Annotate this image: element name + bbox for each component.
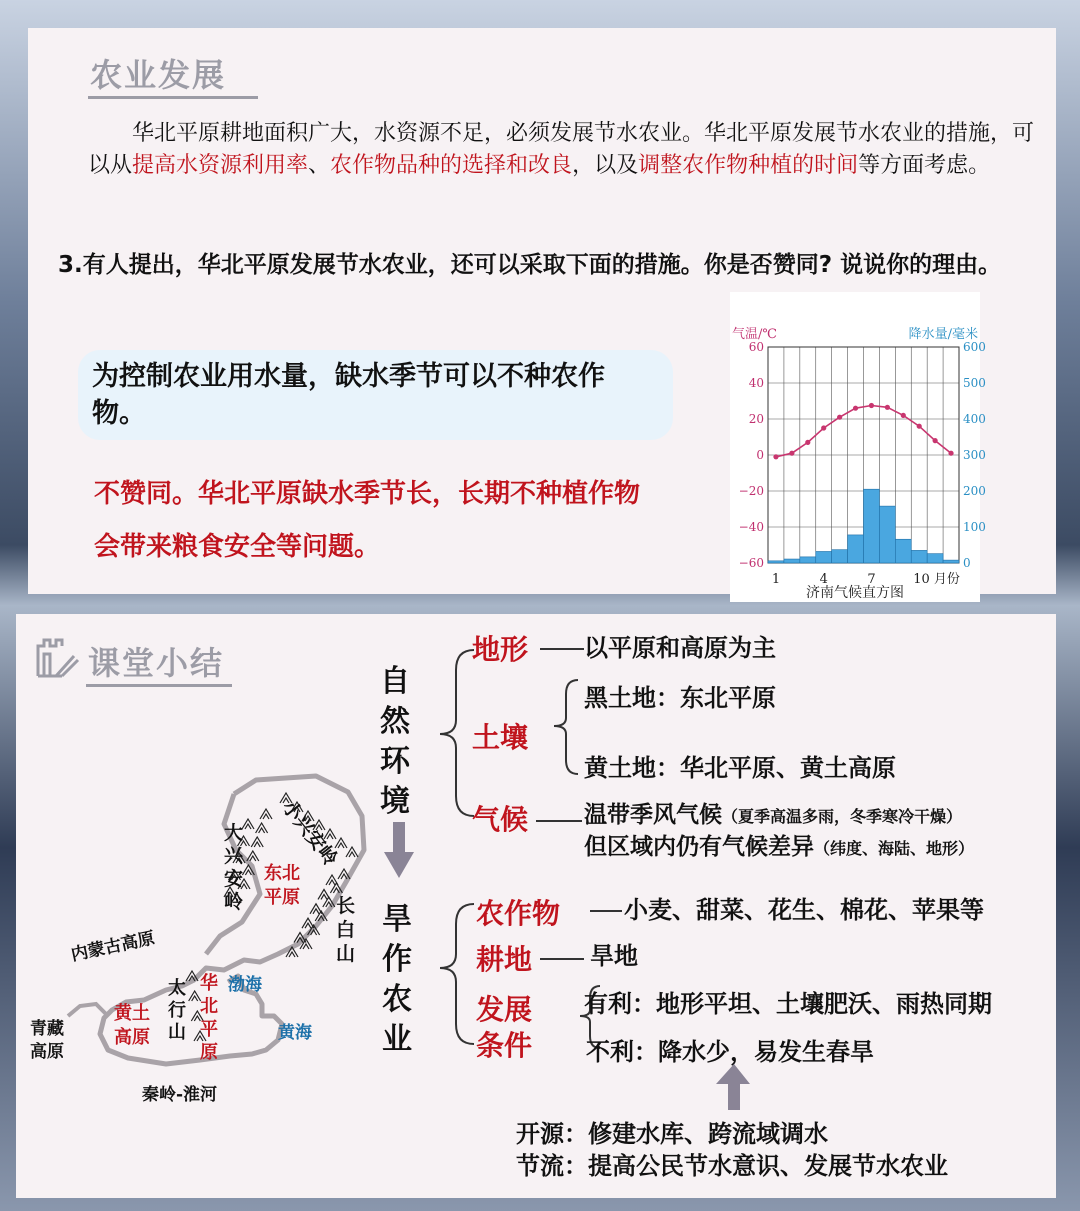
connector-crops — [590, 910, 622, 912]
precip-bar-1 — [768, 561, 784, 563]
x-tick: 10 月份 — [913, 572, 960, 587]
y-left-tick: 0 — [756, 448, 764, 462]
great-wall-icon — [34, 636, 82, 680]
precip-bar-2 — [784, 559, 800, 563]
x-tick: 4 — [819, 572, 828, 587]
map-label-qinling: 秦岭-淮河 — [142, 1085, 218, 1105]
crops-value: 小麦、甜菜、花生、棉花、苹果等 — [624, 896, 984, 924]
y-right-label: 降水量/毫米 — [908, 327, 978, 342]
chart-title: 济南气候直方图 — [806, 585, 904, 601]
heading-underline — [88, 96, 258, 99]
temp-point-2 — [789, 451, 794, 456]
development-con: 不利：降水少，易发生春旱 — [586, 1038, 874, 1066]
label-terrain: 地形 — [472, 633, 529, 666]
x-tick: 1 — [771, 572, 781, 587]
temp-point-10 — [917, 424, 922, 429]
temp-point-7 — [869, 403, 874, 408]
map-label-bohai: 渤海 — [228, 975, 262, 995]
proposal-text: 为控制农业用水量，缺水季节可以不种农作物。 — [92, 361, 605, 429]
connector-terrain — [540, 648, 584, 650]
label-land: 耕地 — [476, 943, 533, 976]
temp-point-6 — [853, 406, 858, 411]
saving-measures: 节流：提高公民节水意识、发展节水农业 — [516, 1152, 948, 1180]
temp-point-12 — [948, 451, 953, 456]
mountain-symbol — [189, 991, 201, 1001]
jinan-climate-chart — [730, 292, 986, 602]
mountain-symbol — [346, 847, 358, 857]
map-label-xiaoxinganling: 小兴安岭 — [277, 796, 342, 870]
precip-bar-5 — [832, 550, 848, 563]
label-soil: 土壤 — [472, 721, 529, 754]
map-label-dongbei: 东北平原 — [264, 863, 300, 908]
temp-point-1 — [773, 454, 778, 459]
y-right-tick: 600 — [963, 340, 986, 354]
brace-environment — [440, 650, 474, 816]
map-label-neimenggu: 内蒙古高原 — [69, 928, 157, 966]
terrain-value: 以平原和高原为主 — [584, 634, 776, 662]
label-climate: 气候 — [472, 803, 529, 836]
temp-point-4 — [821, 425, 826, 430]
mountain-symbol — [251, 837, 263, 847]
agriculture-panel — [28, 28, 1056, 601]
connector-climate — [536, 820, 582, 822]
question-text: 3.有人提出，华北平原发展节水农业，还可以采取下面的措施。你是否赞同? 说说你的理由。 — [58, 252, 1002, 278]
intro-paragraph: 华北平原耕地面积广大，水资源不足，必须发展节水农业。华北平原发展节水农业的措施，可以从提高水资源利用率、农作物品种的选择和改良，以及调整农作物种植的时间等方面考虑。 — [88, 121, 1035, 178]
y-left-tick: 60 — [748, 340, 764, 354]
y-right-tick: 100 — [963, 520, 986, 534]
climate-line1: 温带季风气候（夏季高温多雨，冬季寒冷干燥） — [584, 802, 963, 828]
label-crops: 农作物 — [476, 897, 561, 930]
y-right-tick: 300 — [963, 448, 986, 462]
temp-point-8 — [885, 405, 890, 410]
map-label-qingzang: 青藏高原 — [30, 1019, 64, 1062]
precip-bar-6 — [848, 535, 864, 563]
precip-bar-11 — [927, 554, 943, 563]
brace-soil — [546, 674, 586, 784]
y-left-tick: −60 — [738, 556, 764, 570]
down-arrow-icon — [384, 822, 414, 880]
vertical-title-environment: 自然环境 — [380, 664, 410, 819]
temp-point-11 — [933, 438, 938, 443]
source-measures: 开源：修建水库、跨流域调水 — [516, 1120, 828, 1148]
temp-point-5 — [837, 415, 842, 420]
y-left-tick: 40 — [748, 376, 764, 390]
development-pro: 有利：地形平坦、土壤肥沃、雨热同期 — [584, 990, 992, 1018]
summary-heading: 课堂小结 — [88, 644, 225, 682]
brace-agriculture — [440, 904, 474, 1044]
mountain-symbol — [260, 809, 272, 819]
temp-point-9 — [901, 413, 906, 418]
precip-bar-4 — [816, 551, 832, 563]
precip-bar-7 — [864, 489, 880, 563]
soil-yellow: 黄土地：华北平原、黄土高原 — [584, 754, 896, 782]
y-left-tick: −40 — [738, 520, 764, 534]
precip-bar-9 — [895, 539, 911, 563]
y-left-label: 气温/℃ — [732, 327, 777, 342]
map-label-daxinganling: 大兴安岭 — [224, 822, 244, 913]
vertical-title-dryland: 旱作农业 — [382, 902, 412, 1057]
y-left-tick: 20 — [748, 412, 764, 426]
map-label-taihang: 太行山 — [168, 978, 186, 1043]
label-development-2: 条件 — [476, 1029, 533, 1062]
up-arrow-icon — [716, 1062, 752, 1110]
y-right-tick: 400 — [963, 412, 986, 426]
soil-black: 黑土地：东北平原 — [584, 684, 776, 712]
precip-bar-8 — [879, 506, 895, 563]
map-label-changbaishan: 长白山 — [336, 895, 356, 965]
label-development-1: 发展 — [476, 993, 533, 1026]
y-right-tick: 0 — [963, 556, 971, 570]
precip-bar-12 — [943, 560, 959, 563]
answer-text: 不赞同。华北平原缺水季节长，长期不种植作物会带来粮食安全等问题。 — [94, 479, 641, 562]
mountain-symbol — [256, 823, 268, 833]
x-tick: 7 — [867, 572, 876, 587]
land-value: 旱地 — [590, 942, 638, 970]
precip-bar-3 — [800, 557, 816, 563]
summary-heading-underline — [86, 684, 232, 687]
connector-land — [540, 958, 584, 960]
y-right-tick: 200 — [963, 484, 986, 498]
y-right-tick: 500 — [963, 376, 986, 390]
climate-line2: 但区域内仍有气候差异（纬度、海陆、地形） — [584, 834, 975, 860]
precip-bar-10 — [911, 550, 927, 563]
map-label-huangtu: 黄土高原 — [114, 1003, 150, 1048]
map-label-huanghai: 黄海 — [278, 1023, 312, 1043]
y-left-tick: −20 — [738, 484, 764, 498]
temp-point-3 — [805, 440, 810, 445]
map-label-huabei: 华北平原 — [200, 973, 218, 1063]
map-outline-tail — [68, 1004, 106, 1016]
summary-panel — [16, 614, 1056, 1198]
section-heading: 农业发展 — [90, 56, 227, 94]
